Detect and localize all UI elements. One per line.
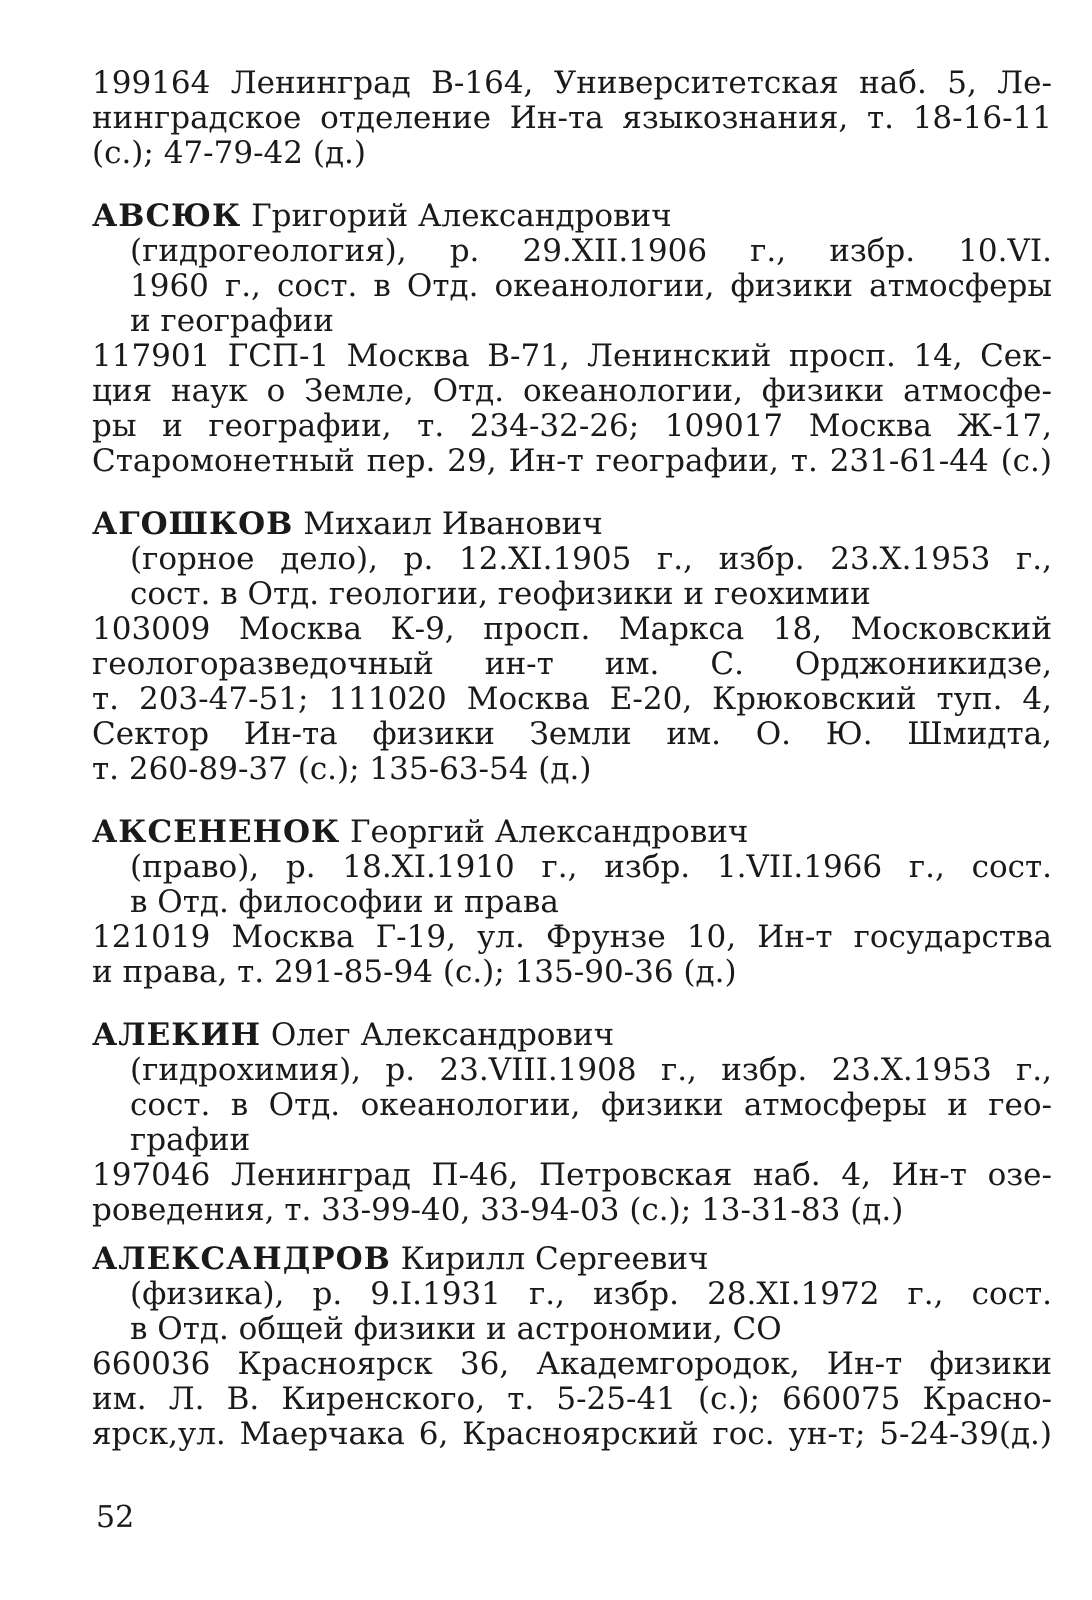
entry-detail-line: в Отд. общей физики и астрономии, СО bbox=[130, 1311, 782, 1347]
entry-detail-line: (гидрогеология), р. 29.XII.1906 г., избр. 10.VI. bbox=[130, 233, 1052, 269]
entry-address-line: ры и географии, т. 234-32-26; 109017 Москва Ж-17, bbox=[92, 408, 1052, 444]
entry-detail-line: сост. в Отд. геологии, геофизики и геохимии bbox=[130, 576, 871, 612]
entry-detail-line: (право), р. 18.XI.1910 г., избр. 1.VII.1966 г., сост. bbox=[130, 849, 1052, 885]
entry-aksenenok bbox=[92, 815, 1052, 990]
entry-detail-line: и географии bbox=[130, 303, 334, 339]
entry-avsyuk bbox=[92, 199, 1052, 479]
entry-alekin bbox=[92, 1018, 1052, 1228]
entry-address-line: и права, т. 291-85-94 (с.); 135-90-36 (д.) bbox=[92, 954, 737, 990]
entry-aleksandrov bbox=[92, 1242, 1052, 1452]
entry-address-line: 197046 Ленинград П-46, Петровская наб. 4, Ин-т озе- bbox=[92, 1157, 1052, 1193]
entry-address-line: геологоразведочный ин-т им. С. Орджоникидзе, bbox=[92, 646, 1052, 682]
entry-address-line: Старомонетный пер. 29, Ин-т географии, т. 231-61-44 (с.) bbox=[92, 443, 1052, 479]
entry-address-line: т. 203-47-51; 111020 Москва Е-20, Крюковский туп. 4, bbox=[92, 681, 1052, 717]
entry-address-line: 117901 ГСП-1 Москва В-71, Ленинский просп. 14, Сек- bbox=[92, 338, 1052, 374]
entry-agoshkov bbox=[92, 507, 1052, 787]
entry-address-line: ярск,ул. Маерчака 6, Красноярский гос. ун-т; 5-24-39(д.) bbox=[92, 1416, 1052, 1452]
entry-heading bbox=[92, 1018, 1052, 1053]
entry-detail-line: графии bbox=[130, 1122, 251, 1158]
entry-given-name: Григорий Александрович bbox=[241, 198, 672, 234]
entry-given-name: Георгий Александрович bbox=[340, 814, 749, 850]
entry-heading bbox=[92, 1242, 1052, 1277]
entry-surname: АВСЮК bbox=[92, 198, 242, 234]
intro-line: нинградское отделение Ин-та языкознания, т. 18-16-11 bbox=[92, 100, 1052, 136]
entry-detail-line: в Отд. философии и права bbox=[130, 884, 559, 920]
entry-address-line: Сектор Ин-та физики Земли им. О. Ю. Шмидта, bbox=[92, 716, 1052, 752]
entry-address-line: 103009 Москва К-9, просп. Маркса 18, Московский bbox=[92, 611, 1052, 647]
entry-address-line: роведения, т. 33-99-40, 33-94-03 (с.); 13-31-83 (д.) bbox=[92, 1192, 904, 1228]
page-number: 52 bbox=[96, 1500, 135, 1535]
entry-detail-line: (горное дело), р. 12.XI.1905 г., избр. 23.X.1953 г., bbox=[130, 541, 1052, 577]
entry-surname: АГОШКОВ bbox=[92, 506, 294, 542]
entry-given-name: Кирилл Сергеевич bbox=[390, 1241, 709, 1277]
entry-address-line: ция наук о Земле, Отд. океанологии, физики атмосфе- bbox=[92, 373, 1052, 409]
intro-line: 199164 Ленинград В-164, Университетская наб. 5, Ле- bbox=[92, 65, 1052, 101]
entry-surname: АЛЕКИН bbox=[92, 1017, 262, 1053]
entry-address-line: им. Л. В. Киренского, т. 5-25-41 (с.); 660075 Красно- bbox=[92, 1381, 1052, 1417]
entry-address-line: 660036 Красноярск 36, Академгородок, Ин-т физики bbox=[92, 1346, 1052, 1382]
entry-heading bbox=[92, 815, 1052, 850]
entry-address-line: 121019 Москва Г-19, ул. Фрунзе 10, Ин-т государства bbox=[92, 919, 1052, 955]
entry-detail-line: 1960 г., сост. в Отд. океанологии, физики атмосферы bbox=[130, 268, 1052, 304]
directory-page bbox=[92, 66, 1052, 1452]
entry-surname: АКСЕНЕНОК bbox=[92, 814, 341, 850]
entry-surname: АЛЕКСАНДРОВ bbox=[92, 1241, 391, 1277]
entry-address-line: т. 260-89-37 (с.); 135-63-54 (д.) bbox=[92, 751, 592, 787]
entry-detail-line: (гидрохимия), р. 23.VIII.1908 г., избр. 23.X.1953 г., bbox=[130, 1052, 1052, 1088]
entry-detail-line: (физика), р. 9.I.1931 г., избр. 28.XI.1972 г., сост. bbox=[130, 1276, 1052, 1312]
entry-detail-line: сост. в Отд. океанологии, физики атмосферы и гео- bbox=[130, 1087, 1052, 1123]
entry-heading bbox=[92, 507, 1052, 542]
intro-block bbox=[92, 66, 1052, 171]
entry-heading bbox=[92, 199, 1052, 234]
entry-given-name: Михаил Иванович bbox=[293, 506, 603, 542]
entry-given-name: Олег Александрович bbox=[261, 1017, 615, 1053]
intro-line: (с.); 47-79-42 (д.) bbox=[92, 135, 366, 171]
